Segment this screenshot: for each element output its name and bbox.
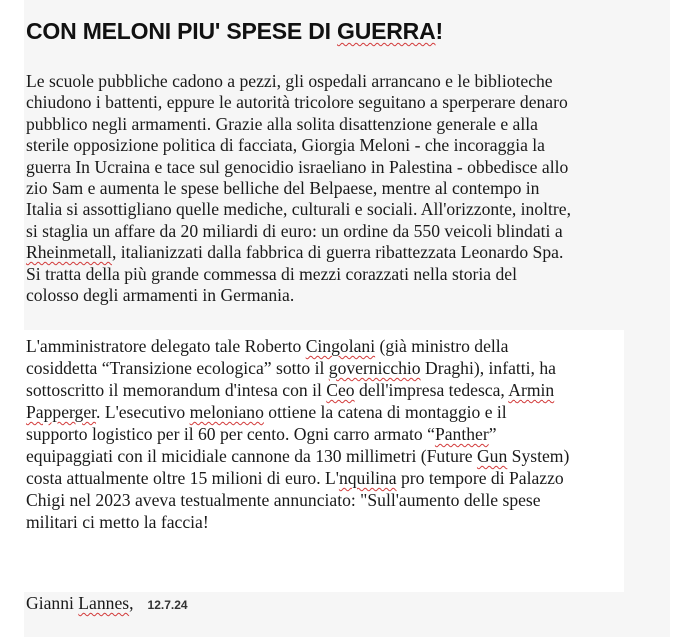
paragraph-line: L'amministratore delegato tale Roberto Cingolani (già ministro della	[26, 336, 509, 356]
paragraph-line: sottoscritto il memorandum d'intesa con il Ceo dell'impresa tedesca, Armin	[26, 380, 555, 400]
paragraph-line: zio Sam e aumenta le spese belliche del Belpaese, mentre al contempo in	[26, 177, 540, 198]
paragraph-line: chiudono i battenti, eppure le autorità tricolore seguitano a sperperare denaro	[26, 92, 568, 113]
paragraph-line: militari ci metto la faccia!	[26, 512, 209, 532]
publish-date: 12.7.24	[147, 598, 188, 612]
paragraph-line: colosso degli armamenti in Germania.	[26, 284, 295, 305]
paragraph-line: Italia si assottigliano quelle mediche, culturali e sociali. All'orizzonte, inoltre,	[26, 199, 571, 220]
article-title: CON MELONI PIU' SPESE DI GUERRA!	[26, 18, 443, 44]
paragraph-line: guerra In Ucraina e tace sul genocidio israeliano in Palestina - obbedisce allo	[26, 156, 569, 177]
paragraph-line: cosiddetta “Transizione ecologica” sotto il governicchio Draghi), infatti, ha	[26, 358, 556, 378]
paragraph-line: si staglia un affare da 20 miliardi di euro: un ordine da 550 veicoli blindati a	[26, 220, 563, 241]
paragraph-line: Chigi nel 2023 aveva testualmente annunciato: "Sull'aumento delle spese	[26, 490, 541, 510]
paragraph-line: Si tratta della più grande commessa di mezzi corazzati nella storia del	[26, 263, 517, 284]
paragraph-line: equipaggiati con il micidiale cannone da 130 millimetri (Future Gun System)	[26, 446, 570, 466]
paragraph-line: supporto logistico per il 60 per cento. Ogni carro armato “Panther”	[26, 424, 497, 444]
article-paragraph-1	[26, 71, 571, 306]
paragraph-line: Le scuole pubbliche cadono a pezzi, gli ospedali arrancano e le biblioteche	[26, 71, 553, 91]
paragraph-line: sterile opposizione politica di facciata, Giorgia Meloni - che incoraggia la	[26, 135, 545, 156]
paragraph-line: Papperger. L'esecutivo meloniano ottiene la catena di montaggio e il	[26, 402, 507, 422]
article-page	[24, 0, 670, 637]
article-paragraph-2	[26, 335, 569, 533]
author-name: Gianni Lannes,	[26, 593, 134, 613]
paragraph-line: Rheinmetall, italianizzati dalla fabbrica di guerra ribattezzata Leonardo Spa.	[26, 242, 564, 263]
paragraph-line: pubblico negli armamenti. Grazie alla solita disattenzione generale e alla	[26, 113, 538, 134]
paragraph-line: costa attualmente oltre 15 milioni di euro. L'nquilina pro tempore di Palazzo	[26, 468, 564, 488]
author-signature	[26, 593, 188, 614]
